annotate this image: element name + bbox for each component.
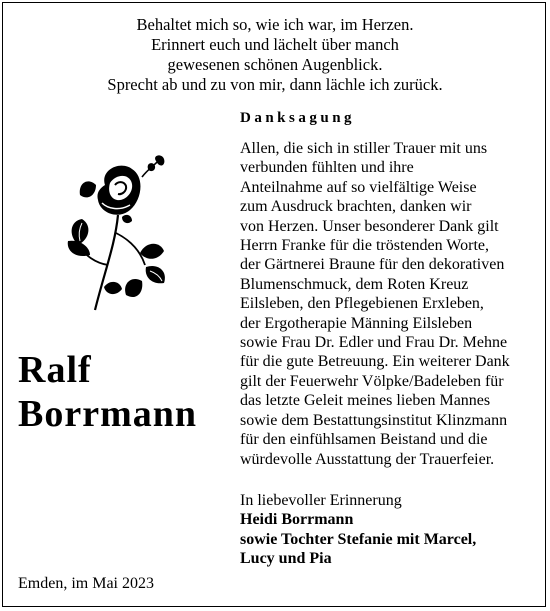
text-line: Allen, die sich in stiller Trauer mit uns: [240, 140, 488, 157]
text-line: Herrn Franke für die tröstenden Worte,: [240, 237, 489, 255]
heading: Danksagung: [240, 110, 356, 126]
text-line: gilt der Feuerwehr Völpke/Badeleben für: [240, 372, 504, 390]
place-date: Emden, im Mai 2023: [18, 575, 154, 592]
text-line: der Ergotherapie Männing Eilsleben: [240, 314, 473, 332]
signature-name: Heidi Borrmann: [240, 511, 354, 529]
text-line: Anteilnahme auf so vielfältige Weise: [240, 178, 477, 196]
text-line: Eilsleben, den Pflegebienen Erxleben,: [240, 295, 484, 313]
last-name: Borrmann: [18, 393, 197, 435]
text-line: sowie dem Bestattungsinstitut Klinzmann: [240, 411, 508, 429]
poem-line: Erinnert euch und lächelt über manch: [151, 35, 399, 54]
poem-line: gewesenen schönen Augenblick.: [167, 55, 383, 74]
signature-family: Lucy und Pia: [240, 550, 332, 568]
text-line: der Gärtnerei Braune für den dekorativen: [240, 256, 505, 274]
poem-line: Behaltet mich so, wie ich war, im Herzen.: [136, 15, 414, 34]
signature-intro: In liebevoller Erinnerung: [240, 492, 402, 509]
text-line: würdevolle Ausstattung der Trauerfeier.: [240, 450, 495, 468]
text-line: von Herzen. Unser besonderer Dank gilt: [240, 217, 499, 235]
poem-line: Sprecht ab und zu von mir, dann lächle ich zurück.: [107, 75, 443, 94]
text-line: zum Ausdruck brachten, danken wir: [240, 198, 472, 216]
poem: [0, 15, 550, 95]
text-line: sowie Frau Dr. Edler und Frau Dr. Mehne: [240, 334, 508, 352]
signature: [240, 491, 476, 569]
thanks-text: [240, 139, 540, 469]
text-line: das letzte Geleit meines lieben Mannes: [240, 392, 491, 410]
signature-family: sowie Tochter Stefanie mit Marcel,: [240, 530, 477, 548]
text-line: für den einfühlsamen Beistand und die: [240, 431, 488, 449]
first-name: Ralf: [18, 349, 92, 391]
text-line: für die gute Betreuung. Ein weiterer Dank: [240, 353, 510, 371]
text-line: Blumenschmuck, dem Roten Kreuz: [240, 275, 469, 293]
text-line: verbunden fühlten und ihre: [240, 159, 414, 177]
rose-icon: [60, 155, 180, 315]
deceased-name: [18, 348, 197, 436]
